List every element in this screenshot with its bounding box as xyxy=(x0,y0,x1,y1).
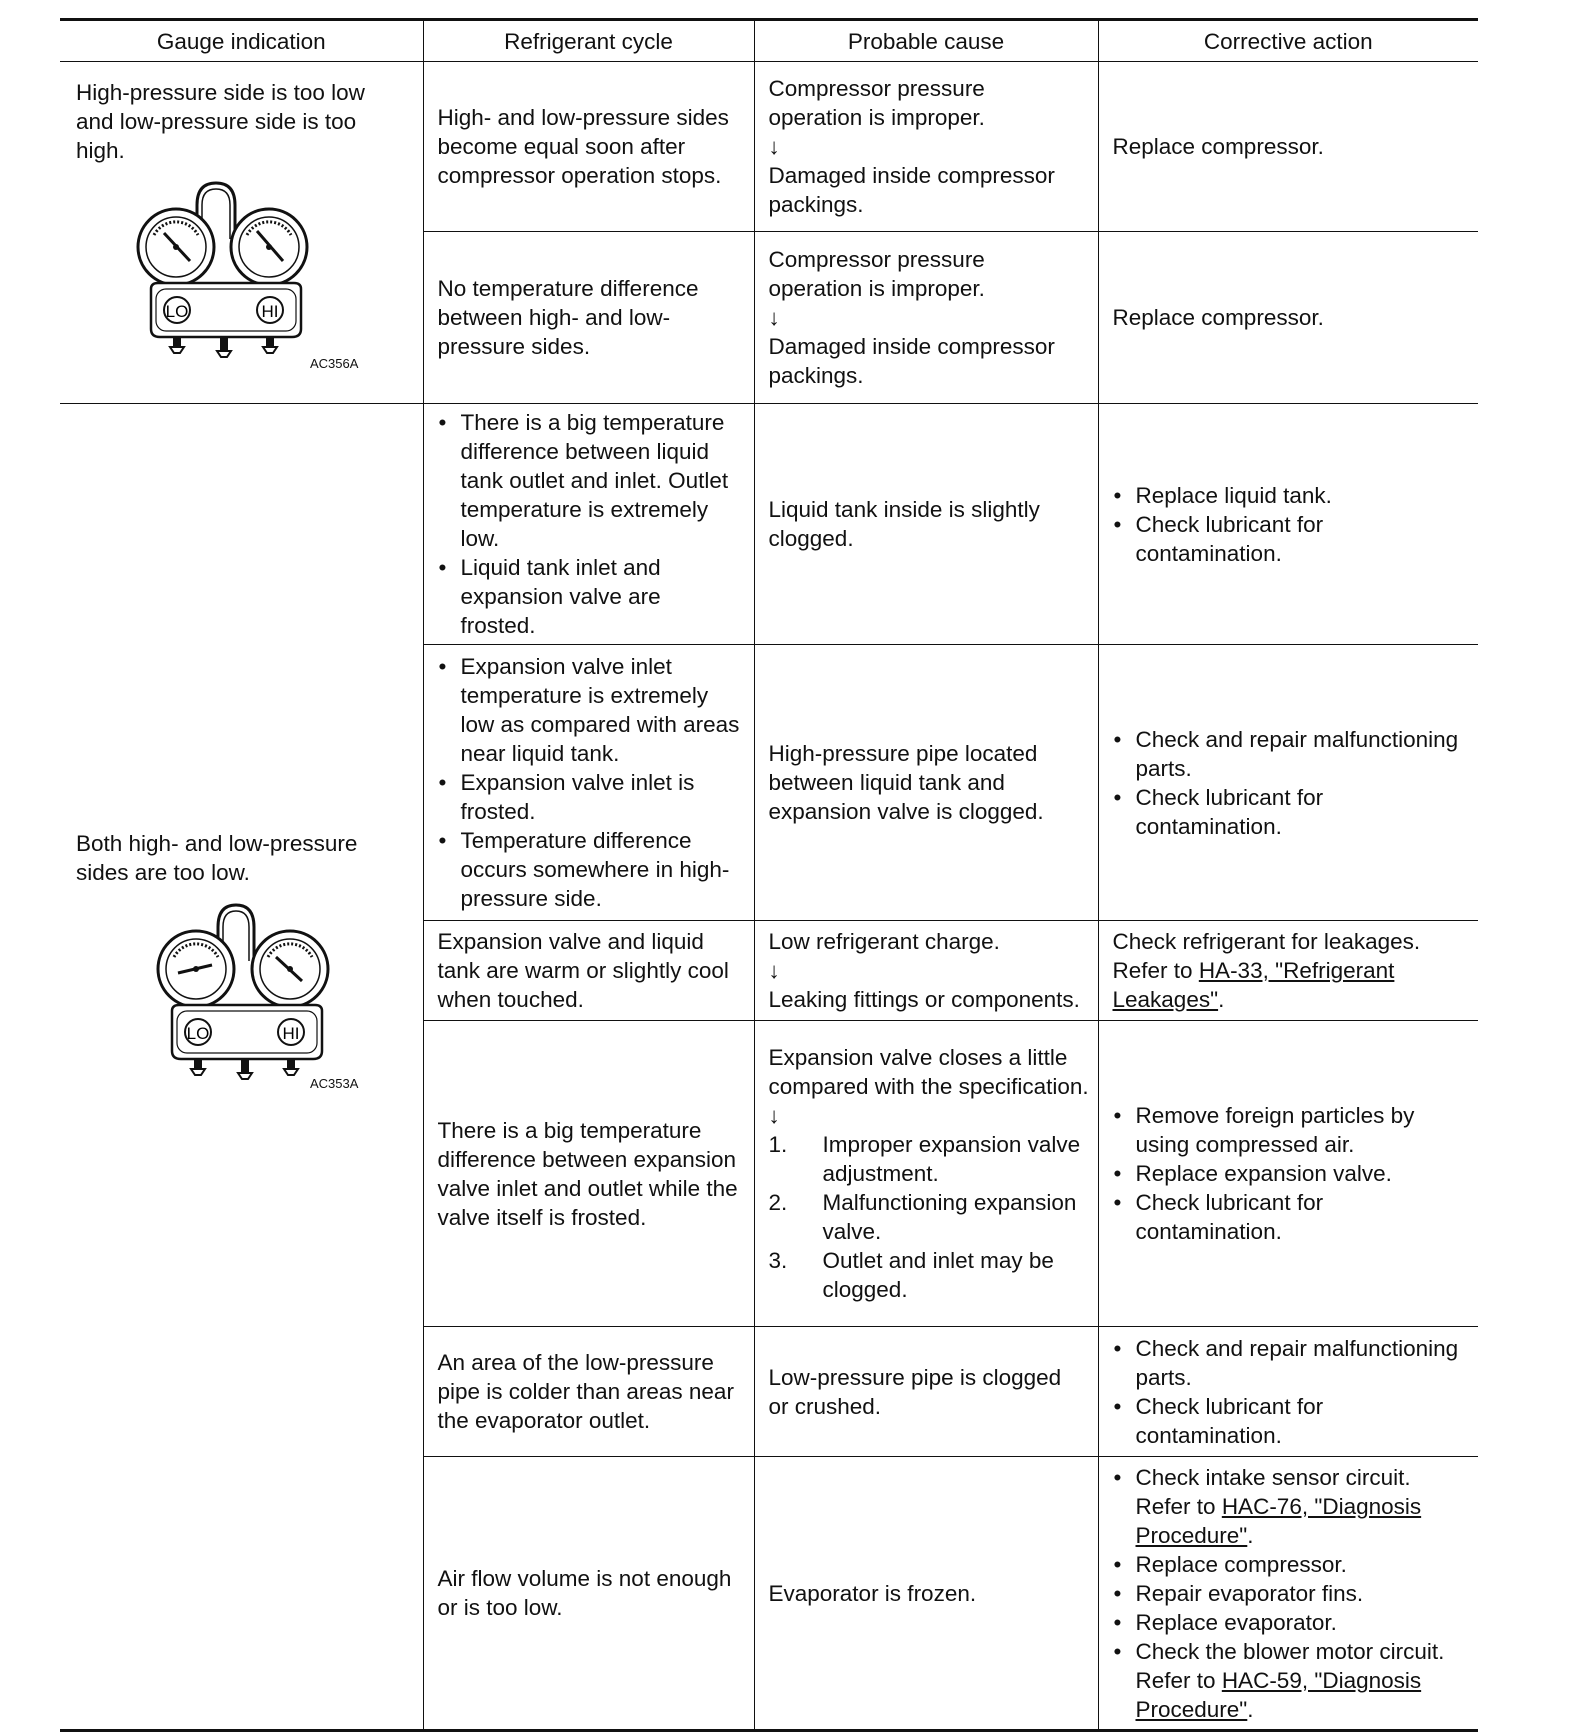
action-text: Check the blower motor circuit. xyxy=(1135,1638,1445,1664)
arrow-down-icon: ↓ xyxy=(768,305,780,331)
figure-id: AC353A xyxy=(310,1075,359,1091)
cycle-cell xyxy=(423,404,754,645)
action-cell xyxy=(1098,645,1478,921)
cause-cell: Low-pressure pipe is clogged or crushed. xyxy=(754,1327,1098,1457)
list-item xyxy=(769,1188,1090,1246)
header-cause: Probable cause xyxy=(754,20,1098,62)
hi-label: HI xyxy=(282,1023,300,1043)
cause-text: Low refrigerant charge. xyxy=(768,929,1000,954)
cause-cell: Evaporator is frozen. xyxy=(754,1457,1098,1731)
cycle-cell: No temperature difference between high- and low-pressure sides. xyxy=(423,232,754,404)
action-cell xyxy=(1098,1021,1478,1327)
list-number: 2. xyxy=(768,1190,788,1215)
list-item: • Check lubricant for contamination. xyxy=(1113,1188,1465,1246)
cause-text: Damaged inside compressor packings. xyxy=(768,334,1055,389)
cycle-cell: There is a big temperature difference between expansion valve inlet and outlet while the valve itself is frosted. xyxy=(423,1021,754,1327)
action-cell xyxy=(1098,921,1478,1021)
action-list xyxy=(1113,1463,1465,1724)
cause-numbered-list xyxy=(769,1130,1090,1304)
action-cell: Replace compressor. xyxy=(1098,232,1478,404)
action-list xyxy=(1113,1334,1465,1450)
period: . xyxy=(1247,1696,1254,1722)
list-item: • Replace compressor. xyxy=(1113,1550,1465,1579)
cycle-cell: High- and low-pressure sides become equal soon after compressor operation stops. xyxy=(423,62,754,232)
list-item: • Replace liquid tank. xyxy=(1113,481,1465,510)
gauge-cell-both-low xyxy=(60,404,423,1731)
refer-text: Refer to xyxy=(1135,1493,1216,1519)
action-list xyxy=(1113,725,1465,841)
list-item xyxy=(1113,1463,1465,1550)
cycle-cell xyxy=(423,645,754,921)
refrigerant-leakages-link[interactable]: HA-33, "Refrigerant Leakages" xyxy=(1112,958,1395,1012)
cause-cell xyxy=(754,1021,1098,1327)
action-cell: Replace compressor. xyxy=(1098,62,1478,232)
gauge-cell-high-low xyxy=(60,62,423,404)
header-cycle: Refrigerant cycle xyxy=(423,20,754,62)
arrow-down-icon: ↓ xyxy=(768,1103,780,1128)
cause-cell: Liquid tank inside is slightly clogged. xyxy=(754,404,1098,645)
lo-label: LO xyxy=(165,302,189,321)
list-number: 3. xyxy=(768,1248,788,1273)
action-cell xyxy=(1098,404,1478,645)
period: . xyxy=(1218,987,1225,1012)
diagnosis-table xyxy=(60,18,1478,1732)
refer-text: Refer to xyxy=(1112,958,1193,983)
action-text: Check intake sensor circuit. xyxy=(1135,1464,1411,1490)
list-text: Improper expansion valve adjustment. xyxy=(822,1132,1081,1186)
list-item: • Replace expansion valve. xyxy=(1113,1159,1465,1188)
action-list xyxy=(1113,1101,1465,1246)
list-item: • There is a big temperature difference between liquid tank outlet and inlet. Outlet temperature is extremely low. xyxy=(438,408,740,553)
action-cell xyxy=(1098,1457,1478,1731)
table-row xyxy=(60,404,1478,645)
list-item: • Check and repair malfunctioning parts. xyxy=(1113,725,1465,783)
blower-diagnosis-link[interactable]: HAC-59, "Diagnosis Procedure" xyxy=(1135,1667,1422,1722)
list-number: 1. xyxy=(768,1132,788,1157)
table-row xyxy=(60,62,1478,232)
list-text: Malfunctioning expansion valve. xyxy=(822,1190,1077,1244)
cause-cell: High-pressure pipe located between liquid tank and expansion valve is clogged. xyxy=(754,645,1098,921)
header-row xyxy=(60,20,1478,62)
cycle-cell: An area of the low-pressure pipe is colder than areas near the evaporator outlet. xyxy=(423,1327,754,1457)
figure-id: AC356A xyxy=(310,356,359,371)
cause-text: Expansion valve closes a little compared with the specification. xyxy=(768,1045,1089,1099)
list-item: • Check and repair malfunctioning parts. xyxy=(1113,1334,1465,1392)
cycle-cell: Air flow volume is not enough or is too low. xyxy=(423,1457,754,1731)
list-text: Outlet and inlet may be clogged. xyxy=(822,1248,1054,1302)
list-item: • Replace evaporator. xyxy=(1113,1608,1465,1637)
cycle-list xyxy=(438,652,740,913)
gauge-figure xyxy=(76,177,376,387)
gauge-figure xyxy=(76,899,376,1109)
diagnosis-procedure-link[interactable]: HAC-76, "Diagnosis Procedure" xyxy=(1135,1493,1422,1548)
list-item: • Check lubricant for contamination. xyxy=(1113,1392,1465,1450)
list-item: • Check lubricant for contamination. xyxy=(1113,510,1465,568)
cause-text: Compressor pressure operation is improper. xyxy=(768,247,985,302)
diagnosis-table-sheet xyxy=(60,18,1478,1732)
cause-text: Damaged inside compressor packings. xyxy=(768,163,1055,218)
arrow-down-icon: ↓ xyxy=(768,134,780,160)
refer-text: Refer to xyxy=(1135,1667,1216,1693)
list-item: • Repair evaporator fins. xyxy=(1113,1579,1465,1608)
cause-cell xyxy=(754,921,1098,1021)
list-item xyxy=(769,1246,1090,1304)
list-item xyxy=(769,1130,1090,1188)
cycle-list xyxy=(438,408,740,640)
cause-cell xyxy=(754,232,1098,404)
cycle-cell: Expansion valve and liquid tank are warm or slightly cool when touched. xyxy=(423,921,754,1021)
gauge-indication-text: Both high- and low-pressure sides are too low. xyxy=(76,830,358,885)
list-item: • Liquid tank inlet and expansion valve are frosted. xyxy=(438,553,740,640)
hi-label: HI xyxy=(261,302,279,321)
header-gauge: Gauge indication xyxy=(60,20,423,62)
cause-text: Compressor pressure operation is improper. xyxy=(768,76,985,131)
gauge-indication-text: High-pressure side is too low and low-pressure side is too high. xyxy=(76,80,365,163)
list-item: • Expansion valve inlet temperature is extremely low as compared with areas near liquid tank. xyxy=(438,652,740,768)
action-cell xyxy=(1098,1327,1478,1457)
period: . xyxy=(1247,1522,1254,1548)
arrow-down-icon: ↓ xyxy=(768,958,780,983)
action-list xyxy=(1113,481,1465,568)
list-item: • Check lubricant for contamination. xyxy=(1113,783,1465,841)
list-item: • Temperature difference occurs somewhere in high-pressure side. xyxy=(438,826,740,913)
action-text: Check refrigerant for leakages. xyxy=(1112,929,1421,954)
list-item: • Remove foreign particles by using compressed air. xyxy=(1113,1101,1465,1159)
cause-text: Leaking fittings or components. xyxy=(768,987,1080,1012)
list-item xyxy=(1113,1637,1465,1724)
lo-label: LO xyxy=(186,1023,210,1043)
list-item: • Expansion valve inlet is frosted. xyxy=(438,768,740,826)
header-action: Corrective action xyxy=(1098,20,1478,62)
cause-cell xyxy=(754,62,1098,232)
